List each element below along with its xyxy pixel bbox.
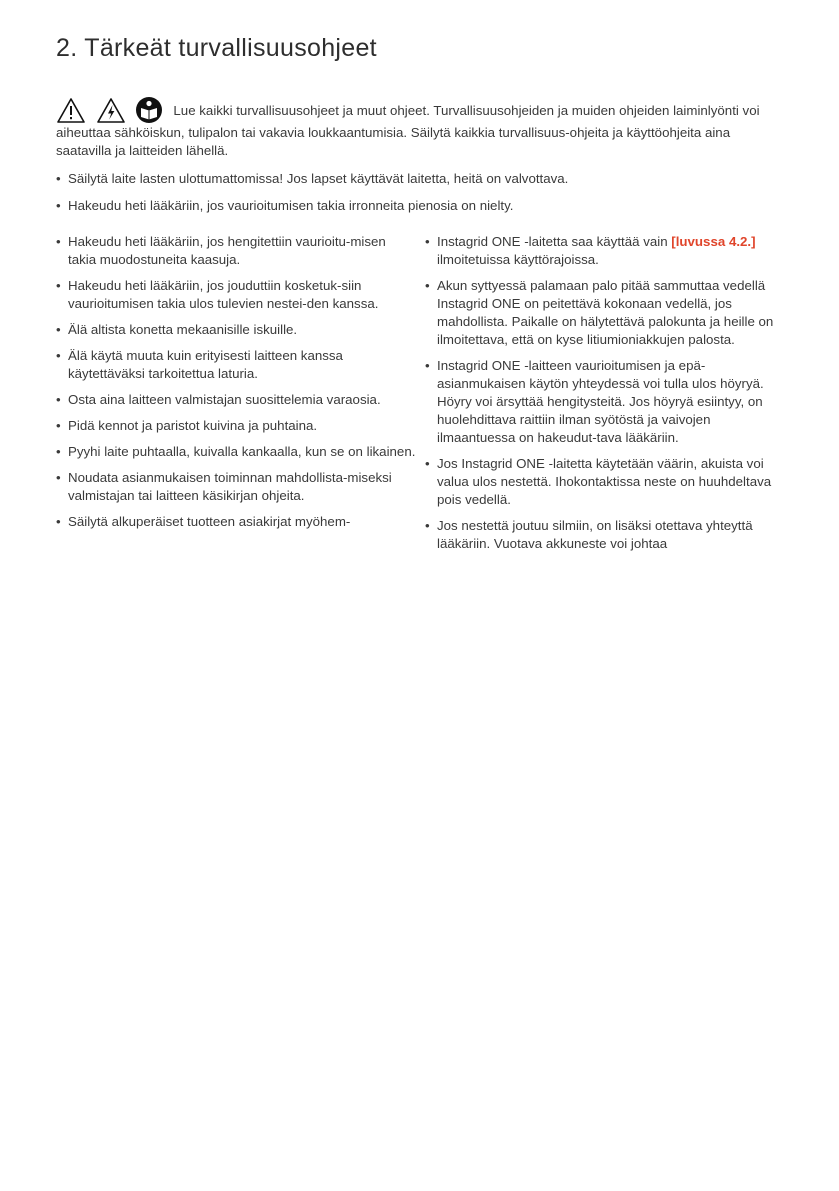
list-item: • Hakeudu heti lääkäriin, jos hengitettiin vaurioitu-misen takia muodostuneita kaasuja. xyxy=(56,233,416,269)
list-item: • Akun syttyessä palamaan palo pitää sammuttaa vedellä Instagrid ONE on peitettävä kokonaan vedellä, jos mahdollista. Paikalle on hälytettävä palokunta ja heille on ilmoitettava, että on kyse litiumioniakkujen palosta. xyxy=(425,277,787,349)
list-item: • Älä altista konetta mekaanisille iskuille. xyxy=(56,321,416,339)
list-item: • Säilytä laite lasten ulottumattomissa! Jos lapset käyttävät laitetta, heitä on valvottava. xyxy=(56,170,796,188)
list-item: • Hakeudu heti lääkäriin, jos jouduttiin kosketuk-siin vaurioitumisen takia ulos tulevien nestei-den kanssa. xyxy=(56,277,416,313)
right-bullet-list xyxy=(425,233,787,561)
list-item: • Noudata asianmukaisen toiminnan mahdollista-miseksi valmistajan tai laitteen käsikirjan ohjeita. xyxy=(56,469,416,505)
usage-limits-text-end: ilmoitetuissa käyttörajoissa. xyxy=(437,252,599,267)
two-column-area xyxy=(0,0,839,590)
list-item: • Jos Instagrid ONE -laitetta käytetään väärin, akuista voi valua ulos nestettä. Ihokontaktissa neste on huuhdeltava pois vedellä. xyxy=(425,455,787,509)
left-bullet-list xyxy=(56,233,416,539)
list-item: • Jos nestettä joutuu silmiin, on lisäksi otettava yhteyttä lääkäriin. Vuotava akkuneste voi johtaa xyxy=(425,517,787,553)
list-item: • Älä käytä muuta kuin erityisesti laitteen kanssa käytettäväksi tarkoitettua laturia. xyxy=(56,347,416,383)
list-item xyxy=(425,233,787,269)
list-item: • Osta aina laitteen valmistajan suosittelemia varaosia. xyxy=(56,391,416,409)
list-item: • Pidä kennot ja paristot kuivina ja puhtaina. xyxy=(56,417,416,435)
list-item: • Instagrid ONE -laitteen vaurioitumisen ja epä-asianmukaisen käytön yhteydessä voi tulla ulos höyryä. Höyry voi ärsyttää hengitysteitä. Jos höyryä esiintyy, on huolehdittava raittiin ilman syötöstä ja vaivojen ilmaantuessa on hakeudut-tava lääkäriin. xyxy=(425,357,787,447)
list-item: • Säilytä alkuperäiset tuotteen asiakirjat myöhem- xyxy=(56,513,416,531)
list-item: • Pyyhi laite puhtaalla, kuivalla kankaalla, kun se on likainen. xyxy=(56,443,416,461)
usage-limits-text: Instagrid ONE -laitetta saa käyttää vain xyxy=(437,234,668,249)
section-title: 2. Tärkeät turvallisuusohjeet xyxy=(56,34,377,62)
list-item: • Hakeudu heti lääkäriin, jos vaurioitumisen takia irronneita pienosia on nielty. xyxy=(56,197,796,215)
intro-text: Lue kaikki turvallisuusohjeet ja muut ohjeet. Turvallisuusohjeiden ja muiden ohjeiden laiminlyönti voi aiheuttaa sähköiskun, tulipalon tai vakavia loukkaantumisia. Säilytä kaikkia turvallisuus-ohjeita ja käyttöohjeita aina saatavilla ja laitteiden lähellä. xyxy=(56,103,760,158)
section-reference-link[interactable]: [luvussa 4.2.] xyxy=(671,234,756,249)
